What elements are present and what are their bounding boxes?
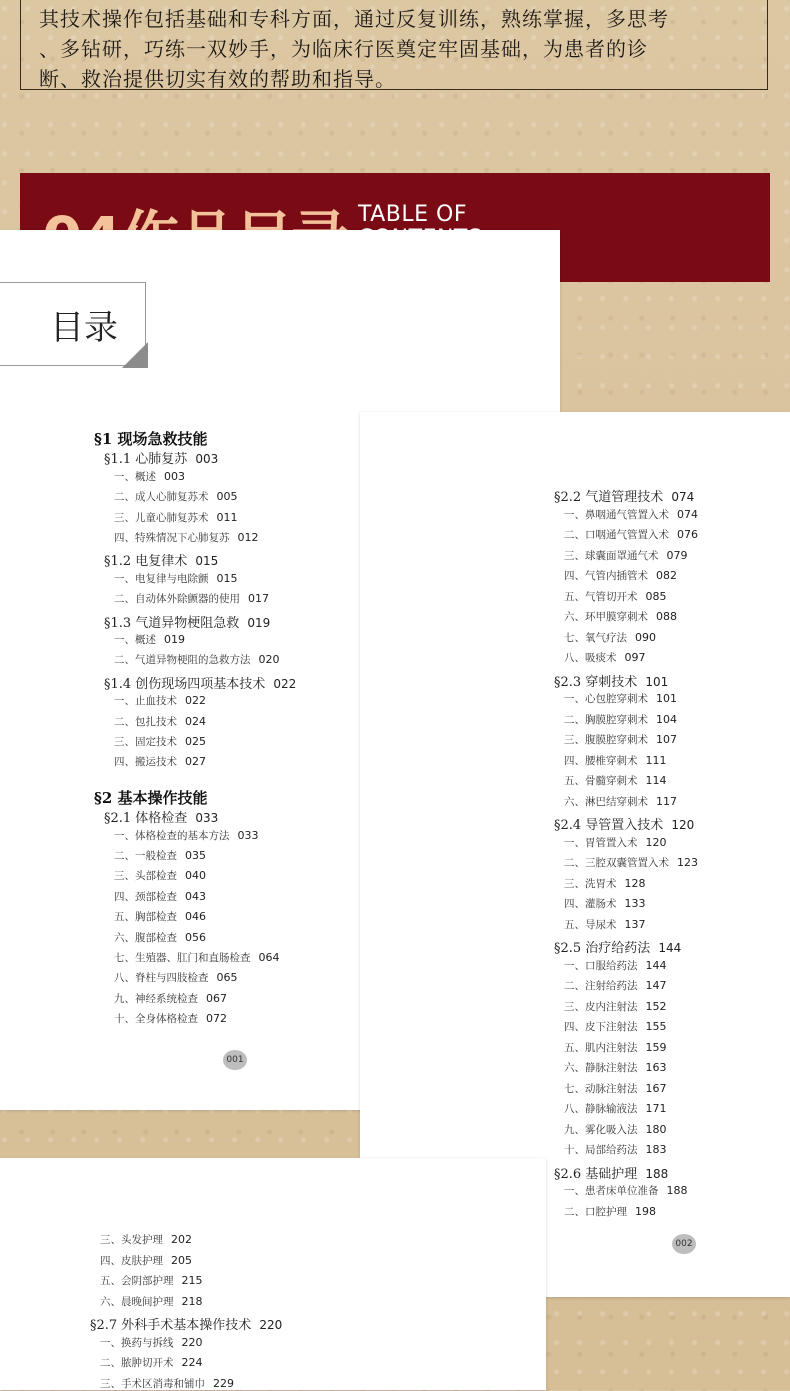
toc-entry-title: 四、皮下注射法 [564,1021,638,1033]
toc-entry-page: 101 [645,674,669,689]
toc-entry-title: 一、止血技术 [114,695,177,708]
toc-entry-title: 十、全身体格检查 [114,1013,198,1026]
toc-entry-page: 107 [656,733,677,746]
toc-entry [114,530,259,545]
toc-entry-page: 205 [171,1253,192,1267]
toc-entry-title: 三、洗胃术 [564,877,617,890]
toc-entry [114,469,185,484]
toc-entry [100,1376,234,1391]
toc-entry-page: 011 [216,510,238,524]
toc-entry-page: 040 [185,869,206,883]
toc-entry-title: 六、淋巴结穿刺术 [564,795,648,808]
toc-entry [564,568,677,583]
toc-entry-page: 064 [258,951,280,964]
toc-entry-title: 五、会阴部护理 [100,1275,174,1287]
toc-entry [114,889,206,904]
toc-entry-page: 027 [185,755,206,769]
toc-entry [114,950,280,965]
toc-entry-title: 七、动脉注射法 [564,1082,638,1095]
toc-entry [554,937,681,956]
toc-entry [114,828,259,843]
intro-line-3: 断、救治提供切实有效的帮助和指导。 [39,67,396,91]
toc-entry-title: 六、腹部检查 [114,931,177,944]
toc-entry-title: 四、皮肤护理 [100,1254,163,1267]
toc-entry-title: 八、吸痰术 [564,652,617,664]
toc-entry-page: 147 [645,979,667,992]
toc-entry-page: 128 [624,876,646,890]
toc-entry-page: 022 [273,676,297,691]
toc-entry [104,448,218,467]
toc-entry [564,1122,667,1137]
toc-entry-page: 183 [645,1143,667,1156]
toc-entry-page: 220 [259,1318,283,1332]
toc-entry-page: 033 [237,828,259,842]
toc-entry-title: §1.4 创伤现场四项基本技术 [104,676,266,692]
toc-entry [100,1232,192,1247]
toc-entry-page: 074 [671,490,695,504]
toc-entry-title: 八、静脉输液法 [564,1103,638,1115]
toc-entry-title: §1.3 气道异物梗阻急救 [104,615,240,631]
toc-entry-title: 四、腰椎穿刺术 [564,754,638,767]
toc-entry [100,1253,192,1268]
toc-entry-title: 五、胸部检查 [114,911,177,924]
toc-entry [564,917,646,932]
toc-entry-title: 二、包扎技术 [114,715,177,728]
toc-entry-title: §2.4 导管置入技术 [554,818,664,833]
toc-entry [564,507,698,522]
toc-entry-title: 一、概述 [114,470,156,483]
toc-entry-title: 四、气管内插管术 [564,570,648,582]
toc-entry-title: 二、自动体外除颤器的使用 [114,593,240,606]
toc-entry-title: §2.1 体格检查 [104,811,188,827]
toc-entry-page: 171 [645,1102,667,1115]
toc-entry-page: 065 [216,971,238,985]
toc-entry-page: 120 [671,818,695,832]
toc-entry-title: 三、头部检查 [114,870,177,883]
toc-entry-title: 四、灌肠术 [564,898,617,910]
toc-entry-title: 五、肌内注射法 [564,1041,638,1054]
toc-entry [564,589,667,604]
toc-entry-title: 一、口服给药法 [564,959,638,972]
toc-entry [564,630,656,645]
toc-entry-title: 六、环甲膜穿刺术 [564,611,648,623]
toc-entry [564,1060,667,1075]
toc-entry [564,835,667,850]
toc-entry-page: 056 [185,930,206,944]
page-number-badge: 001 [223,1050,247,1070]
toc-entry-title: 二、口腔护理 [564,1205,627,1218]
toc-entry-title: 四、搬运技术 [114,756,177,769]
toc-entry-title: 三、腹膜腔穿刺术 [564,734,648,746]
toc-entry-page: 046 [185,910,206,924]
toc-entry-title: 九、神经系统检查 [114,992,198,1005]
toc-entry-title: 五、骨髓穿刺术 [564,775,638,787]
intro-line-2: 、多钻研，巧练一双妙手，为临床行医奠定牢固基础，为患者的诊 [39,37,648,61]
toc-entry-page: 104 [656,712,677,726]
toc-entry [114,714,206,729]
toc-entry-title: 一、电复律与电除颤 [114,572,209,585]
toc-entry-page: 144 [645,958,667,972]
page-fold-corner [122,342,148,368]
toc-entry [554,814,694,833]
toc-entry-page: 155 [645,1020,667,1033]
toc-entry [94,787,208,808]
toc-entry [114,991,227,1006]
toc-entry-title: 二、口咽通气管置入术 [564,529,669,541]
toc-entry-title: 七、生殖器、肛门和直肠检查 [114,952,251,964]
toc-entry-page: 088 [656,610,677,623]
toc-entry [564,978,667,993]
toc-entry-page: 076 [677,528,698,541]
toc-entry-page: 024 [185,714,206,728]
toc-entry-page: 117 [656,794,677,808]
toc-tab-label: 目录 [50,308,118,348]
toc-entry-page: 123 [677,856,698,869]
toc-entry-title: 二、胸膜腔穿刺术 [564,713,648,726]
toc-entry-title: 五、气管切开术 [564,590,638,603]
toc-entry [114,734,206,749]
toc-entry-page: 229 [213,1376,234,1390]
toc-entry-page: 022 [185,694,206,708]
toc-entry [564,773,667,788]
toc-entry [564,1142,667,1157]
toc-entry-title: 一、心包腔穿刺术 [564,693,648,705]
toc-entry-page: 015 [216,571,238,585]
toc-entry-page: 079 [666,548,688,562]
toc-entry-page: 137 [624,917,646,931]
toc-entry-title: 七、氧气疗法 [564,631,627,644]
toc-entry-page: 159 [645,1040,667,1054]
toc-entry-page: 188 [666,1184,688,1197]
toc-entry-page: 163 [645,1061,667,1074]
intro-text-box [20,0,768,90]
toc-entry [114,909,206,924]
toc-entry [564,650,646,665]
toc-entry-page: 180 [645,1122,667,1136]
toc-entry [90,1314,282,1333]
toc-entry-title: 二、气道异物梗阻的急救方法 [114,654,251,667]
toc-entry-page: 015 [195,554,219,569]
toc-entry-page: 017 [248,592,269,606]
toc-entry-page: 072 [206,1012,227,1026]
toc-entry-title: §1.1 心肺复苏 [104,452,188,468]
toc-entry [100,1273,203,1288]
toc-entry-title: §1.2 电复律术 [104,554,188,570]
toc-entry-page: 035 [185,849,206,862]
toc-entry-title: 二、成人心肺复苏术 [114,491,209,504]
toc-entry-title: 一、体格检查的基本方法 [114,829,230,842]
toc-entry-title: 一、患者床单位准备 [564,1185,659,1197]
toc-entry [564,1101,667,1116]
toc-page-3 [0,1158,546,1390]
toc-entry [114,571,238,586]
toc-entry-title: 五、导尿术 [564,918,617,931]
toc-entry-page: 224 [181,1356,203,1369]
toc-entry [114,1011,227,1026]
toc-entry-page: 133 [624,897,646,910]
toc-entry-title: §2.5 治疗给药法 [554,941,651,956]
toc-entry-title: §2.7 外科手术基本操作技术 [90,1318,252,1333]
toc-entry [104,550,218,569]
toc-entry [554,671,668,690]
toc-entry-title: 三、儿童心肺复苏术 [114,511,209,524]
toc-entry-page: 097 [624,651,646,664]
toc-entry-page: 120 [645,835,667,849]
toc-entry [564,1204,656,1219]
toc-entry [564,1040,667,1055]
toc-entry-page: 043 [185,889,206,903]
toc-entry-page: 019 [164,633,185,646]
toc-entry [564,712,677,727]
toc-entry-title: §1 现场急救技能 [94,430,208,448]
toc-entry [564,732,677,747]
toc-entry [94,428,208,449]
toc-entry-title: 四、颈部检查 [114,890,177,903]
toc-entry-title: 九、雾化吸入法 [564,1123,638,1136]
toc-entry-title: 三、手术区消毒和铺巾 [100,1377,205,1390]
toc-entry [104,612,270,631]
toc-entry-title: 一、概述 [114,634,156,646]
toc-entry-page: 111 [645,753,667,767]
toc-entry-page: 220 [181,1335,203,1349]
toc-entry [564,958,667,973]
toc-tab [0,282,148,368]
toc-entry-page: 090 [635,630,656,644]
toc-entry-title: 六、晨晚间护理 [100,1295,174,1308]
page-number-badge: 002 [672,1234,696,1254]
toc-entry-page: 012 [237,531,259,544]
toc-entry [564,548,688,563]
toc-entry-page: 020 [258,653,280,667]
toc-entry [100,1335,203,1350]
toc-entry-page: 082 [656,569,677,582]
toc-entry [114,930,206,945]
toc-entry [114,848,206,863]
toc-entry-page: 085 [645,589,667,603]
toc-entry [564,1019,667,1034]
toc-entry-page: 019 [247,615,271,630]
toc-entry-title: 四、特殊情况下心肺复苏 [114,532,230,544]
toc-entry-page: 202 [171,1233,192,1246]
toc-entry [100,1355,203,1370]
toc-entry [114,693,206,708]
toc-entry [564,896,646,911]
toc-entry-title: 二、一般检查 [114,850,177,862]
toc-entry-title: §2.6 基础护理 [554,1166,638,1182]
toc-entry [564,753,667,768]
toc-entry [564,855,698,870]
toc-entry-title: 八、脊柱与四肢检查 [114,972,209,985]
toc-entry [564,609,677,624]
toc-entry-page: 215 [181,1274,203,1287]
toc-entry-page: 033 [195,811,219,826]
toc-entry-page: 188 [645,1166,669,1181]
toc-entry [114,868,206,883]
toc-entry [564,527,698,542]
toc-entry-title: 三、皮内注射法 [564,1000,638,1013]
toc-entry [564,1081,667,1096]
toc-entry [114,489,238,504]
toc-entry-title: 十、局部给药法 [564,1144,638,1156]
toc-entry-page: 167 [645,1081,667,1095]
toc-entry-page: 025 [185,735,206,748]
toc-entry [564,794,677,809]
toc-entry [114,591,269,606]
toc-entry-page: 152 [645,999,667,1013]
toc-entry-title: 二、注射给药法 [564,980,638,992]
toc-entry-title: 二、脓肿切开术 [100,1357,174,1369]
toc-entry-page: 144 [658,941,682,955]
toc-entry-title: 一、换药与拆线 [100,1336,174,1349]
toc-entry [554,1163,668,1182]
toc-entry-page: 114 [645,774,667,787]
toc-entry-page: 003 [164,469,185,483]
toc-entry-page: 074 [677,507,698,521]
toc-entry-page: 003 [195,452,219,467]
toc-entry [114,652,280,667]
toc-entry-title: §2 基本操作技能 [94,788,208,807]
toc-entry-title: 一、鼻咽通气管置入术 [564,508,669,521]
toc-entry [114,754,206,769]
toc-entry-title: 三、球囊面罩通气术 [564,549,659,562]
toc-entry-title: 一、胃管置入术 [564,836,638,849]
toc-entry [104,673,296,692]
toc-entry-page: 198 [635,1204,656,1218]
toc-entry [114,970,238,985]
toc-entry-title: §2.2 气道管理技术 [554,490,664,505]
toc-entry-page: 005 [216,490,238,504]
toc-entry-page: 067 [206,991,227,1005]
toc-entry-title: 二、三腔双囊管置入术 [564,857,669,869]
toc-entry [564,691,677,706]
toc-entry [564,876,646,891]
toc-entry-page: 218 [181,1294,203,1308]
toc-entry [564,999,667,1014]
toc-entry-page: 101 [656,692,677,705]
toc-entry-title: 三、头发护理 [100,1234,163,1246]
toc-entry [100,1294,203,1309]
intro-line-1: 其技术操作包括基础和专科方面，通过反复训练，熟练掌握，多思考 [39,7,669,31]
toc-entry-title: 六、静脉注射法 [564,1062,638,1074]
toc-entry [114,510,238,525]
toc-entry [564,1183,688,1198]
toc-entry [554,486,694,505]
banner-english-line-1: TABLE OF [358,202,467,227]
toc-entry-title: 三、固定技术 [114,736,177,748]
toc-entry [104,807,218,826]
toc-entry-title: §2.3 穿刺技术 [554,674,638,690]
toc-entry [114,632,185,647]
